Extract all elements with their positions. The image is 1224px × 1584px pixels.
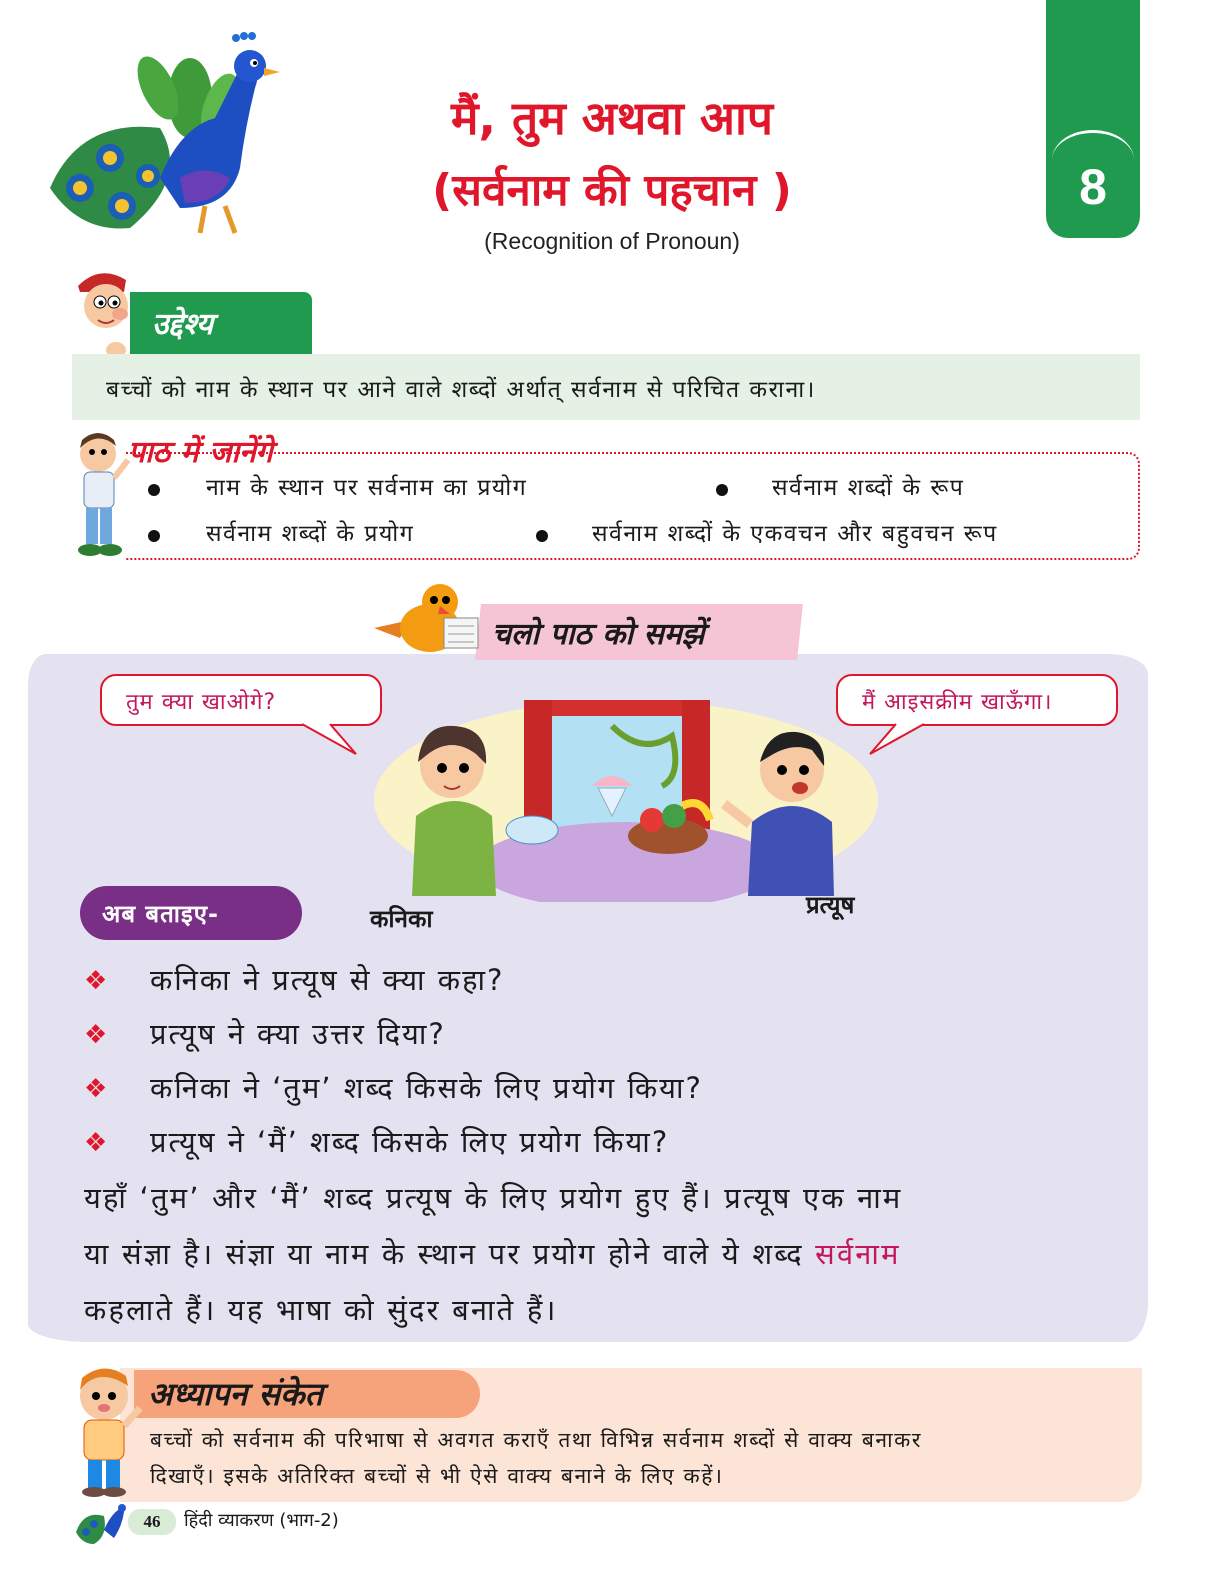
bullet-icon [148, 530, 160, 542]
teaching-hint-line-1: बच्चों को सर्वनाम की परिभाषा से अवगत कराएँ तथा विभिन्न सर्वनाम शब्दों से वाक्य बनाकर [150, 1428, 923, 1452]
bullet-icon [536, 530, 548, 542]
boy-waving-illustration [68, 1366, 144, 1498]
footer-peacock-icon [74, 1496, 130, 1546]
chapter-title: मैं, तुम अथवा आप [451, 91, 773, 145]
now-tell-text: अब बताइए- [102, 900, 220, 928]
explanation-line-1: यहाँ ‘तुम’ और ‘मैं’ शब्द प्रत्यूष के लिए प्रयोग हुए हैं। प्रत्यूष एक नाम [84, 1181, 903, 1215]
explanation-line-2-text: या संज्ञा है। संज्ञा या नाम के स्थान पर प्रयोग होने वाले ये शब्द [84, 1237, 804, 1271]
diamond-bullet-icon: ❖ [84, 966, 108, 996]
book-title: हिंदी व्याकरण (भाग-2) [184, 1510, 339, 1531]
bullet-icon [716, 484, 728, 496]
diamond-bullet-icon: ❖ [84, 1074, 108, 1104]
speech-bubble-right-text: मैं आइसक्रीम खाऊँगा। [862, 690, 1053, 715]
boy-name-label: प्रत्यूष [806, 891, 855, 919]
learn-item: सर्वनाम शब्दों के प्रयोग [206, 521, 415, 547]
learn-item: सर्वनाम शब्दों के रूप [772, 475, 965, 501]
chapter-title-english: (Recognition of Pronoun) [484, 228, 740, 254]
learn-item: नाम के स्थान पर सर्वनाम का प्रयोग [206, 475, 528, 501]
girl-name-label: कनिका [370, 905, 433, 933]
objective-label: उद्देश्य [130, 292, 312, 354]
speech-tail-left-icon [300, 722, 360, 756]
page-number: 46 [128, 1509, 176, 1535]
learn-label: पाठ में जानेंगे [128, 435, 273, 470]
teaching-hint-line-2: दिखाएँ। इसके अतिरिक्त बच्चों से भी ऐसे वाक्य बनाने के लिए कहें। [150, 1464, 724, 1488]
question-item: कनिका ने ‘तुम’ शब्द किसके लिए प्रयोग किया? [150, 1071, 703, 1105]
dining-scene-illustration [372, 696, 880, 902]
pronoun-highlight: सर्वनाम [815, 1237, 901, 1271]
explanation-line-2 [84, 1234, 901, 1273]
bird-reading-illustration [370, 580, 486, 664]
bullet-icon [148, 484, 160, 496]
diamond-bullet-icon: ❖ [84, 1128, 108, 1158]
chapter-subtitle: (सर्वनाम की पहचान ) [432, 165, 792, 216]
lesson-title: चलो पाठ को समझें [492, 617, 705, 652]
teaching-hint-label: अध्यापन संकेत [148, 1375, 323, 1413]
boy-pointing-illustration [70, 430, 130, 560]
chapter-number-tab [1046, 0, 1140, 238]
question-item: प्रत्यूष ने ‘मैं’ शब्द किसके लिए प्रयोग किया? [150, 1125, 670, 1159]
chapter-number: 8 [1079, 159, 1107, 215]
objective-text: बच्चों को नाम के स्थान पर आने वाले शब्दों अर्थात् सर्वनाम से परिचित कराना। [106, 377, 816, 403]
explanation-line-3: कहलाते हैं। यह भाषा को सुंदर बनाते हैं। [84, 1293, 558, 1327]
learn-item: सर्वनाम शब्दों के एकवचन और बहुवचन रूप [592, 521, 998, 547]
speech-bubble-left [100, 674, 382, 726]
speech-bubble-left-text: तुम क्या खाओगे? [126, 690, 277, 715]
now-tell-badge [80, 886, 302, 940]
objective-box [72, 354, 1140, 420]
question-item: प्रत्यूष ने क्या उत्तर दिया? [150, 1017, 446, 1051]
diamond-bullet-icon: ❖ [84, 1020, 108, 1050]
question-item: कनिका ने प्रत्यूष से क्या कहा? [150, 963, 505, 997]
